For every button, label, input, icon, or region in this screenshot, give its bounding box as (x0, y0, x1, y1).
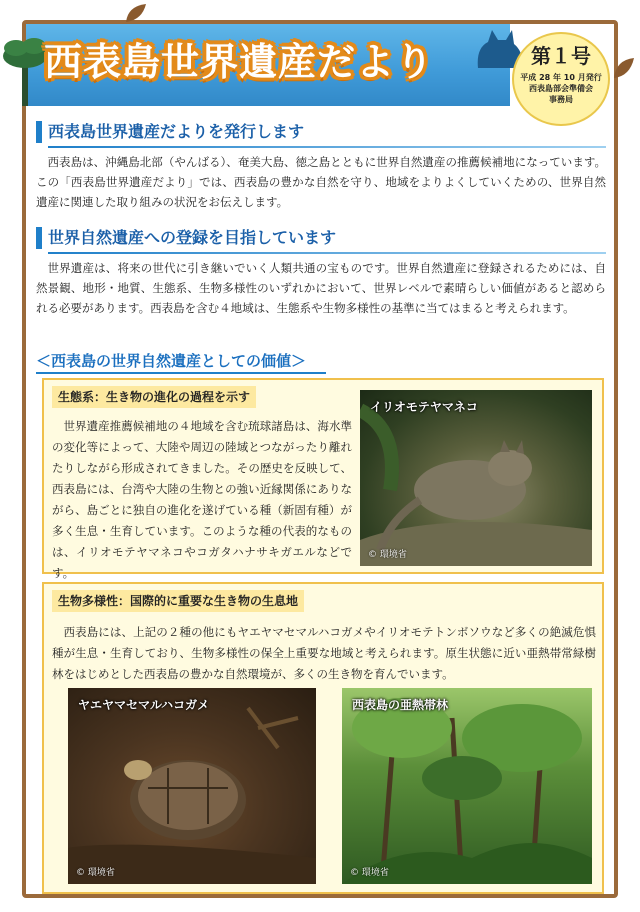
photo-label: ヤエヤマセマルハコガメ (78, 698, 210, 712)
turtle-photo-icon (68, 688, 316, 884)
photo-credit: © 環境省 (368, 550, 407, 560)
issue-badge (512, 32, 610, 126)
photo-credit: © 環境省 (76, 868, 115, 878)
photo-label: イリオモテヤマネコ (370, 400, 478, 414)
values-heading: ＜西表島の世界自然遺産としての価値＞ (36, 352, 307, 370)
values-underline (36, 372, 326, 374)
issue-org: 西表島部会準備会 (529, 84, 593, 93)
ecosystem-heading: 生態系：生き物の進化の過程を示す (52, 386, 256, 408)
section-body: 西表島は、沖縄島北部（やんばる）、奄美大島、徳之島とともに世界自然遺産の推薦候補地になっています。この「西表島世界遺産だより」では、西表島の豊かな自然を守り、地域をよりよくしていくための、世界自然遺産に関連した取り組みの状況をお伝えします。 (36, 155, 606, 209)
section-heading-text: 世界自然遺産への登録を目指しています (48, 228, 337, 247)
cat-photo-icon (360, 390, 592, 566)
turtle-photo (68, 688, 316, 884)
leaf-icon (612, 56, 636, 80)
issue-office: 事務局 (549, 95, 573, 104)
biodiversity-body: 西表島には、上記の２種の他にもヤエヤマセマルハコガメやイリオモテトンボソウなど多くの絶滅危惧種が生息・生育しており、生物多様性の保全上重要な地域と考えられます。原生状態に近い亜熱帯常緑樹林をはじめとした西表島の豊かな自然環境が、多くの生き物を育んでいます。 (52, 625, 596, 681)
issue-number: 第１号 (531, 44, 591, 68)
photo-label: 西表島の亜熱帯林 (352, 698, 449, 712)
issue-date: 平成 28 年 10 月発行 (520, 73, 602, 82)
forest-photo (342, 688, 592, 884)
section-body: 世界遺産は、将来の世代に引き継いでいく人類共通の宝ものです。世界自然遺産に登録されるためには、自然景観、地形・地質、生態系、生物多様性のいずれかにおいて、世界レベルで素晴らしい価値があると認められる必要があります。西表島を含む４地域は、生態系や生物多様性の基準に当てはまると考えられます。 (36, 261, 606, 315)
leaf-icon (124, 2, 148, 24)
ecosystem-body: 世界遺産推薦候補地の４地域を含む琉球諸島は、海水準の変化等によって、大陸や周辺の陸域とつながったり離れたりしながら形成されてきました。その歴史を反映して、西表島には、台湾や大陸の生物との強い近縁関係にありながら、島ごとに独自の進化を遂げている種（新固有種）が多く生息・生育しています。このような種の代表的なものは、イリオモテヤマネコやコガタハナサキガエルなどです。 (52, 419, 352, 580)
ecosystem-box (42, 378, 604, 580)
newsletter-title: 西表島世界遺産だより (44, 40, 435, 84)
section-heading (36, 224, 606, 252)
forest-photo-icon (342, 688, 592, 884)
photo-credit: © 環境省 (350, 868, 389, 878)
biodiversity-box (42, 582, 604, 894)
biodiversity-heading: 生物多様性：国際的に重要な生き物の生息地 (52, 590, 304, 612)
section-heading (36, 118, 606, 146)
section-heading-text: 西表島世界遺産だよりを発行します (48, 122, 305, 141)
iriomote-cat-photo (360, 390, 592, 566)
